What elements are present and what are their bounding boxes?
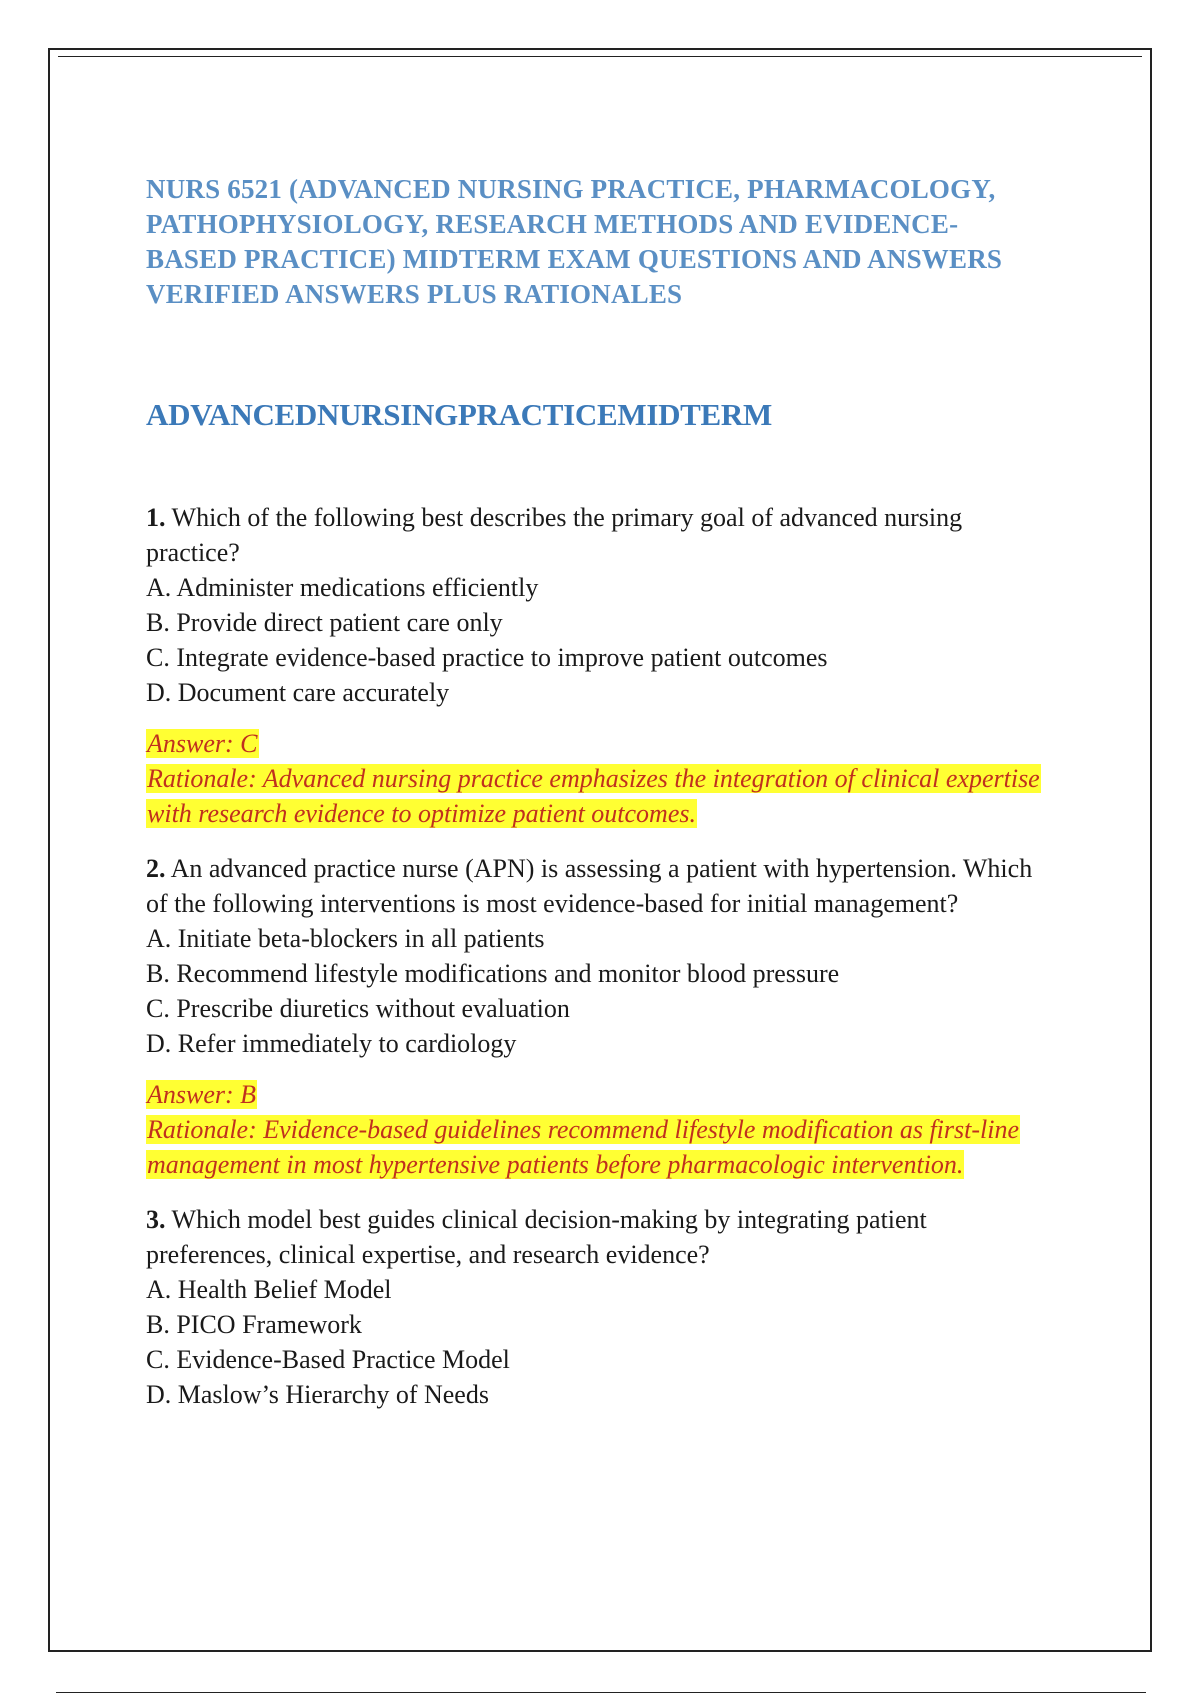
footer-rule: [56, 1692, 1146, 1693]
question-list: [146, 500, 1046, 1412]
answer-label: Answer: B: [147, 1080, 257, 1109]
option-b: B. Provide direct patient care only: [146, 608, 503, 637]
option-b: B. Recommend lifestyle modifications and monitor blood pressure: [146, 959, 840, 988]
option-list: [146, 921, 1046, 1061]
option-c: C. Integrate evidence-based practice to improve patient outcomes: [146, 643, 828, 672]
header-rule: [58, 56, 1142, 57]
question-1: [146, 500, 1046, 831]
option-c: C. Prescribe diuretics without evaluation: [146, 994, 570, 1023]
option-b: B. PICO Framework: [146, 1310, 362, 1339]
option-d: D. Refer immediately to cardiology: [146, 1029, 517, 1058]
question-text: Which model best guides clinical decision-making by integrating patient preferences, clinical expertise, and research evidence?: [146, 1205, 927, 1269]
document-title: NURS 6521 (ADVANCED NURSING PRACTICE, PHARMACOLOGY, PATHOPHYSIOLOGY, RESEARCH METHODS AND EVIDENCE-BASED PRACTICE) MIDTERM EXAM QUESTIONS AND ANSWERS VERIFIED ANSWERS PLUS RATIONALES: [146, 174, 1003, 309]
question-stem: [146, 1202, 1046, 1272]
question-3: [146, 1202, 1046, 1412]
rationale-text: Rationale: Evidence-based guidelines recommend lifestyle modification as first-line management in most hypertensive patients before pharmacologic intervention.: [147, 1115, 1019, 1179]
question-stem: [146, 500, 1046, 570]
option-a: A. Initiate beta-blockers in all patients: [146, 924, 545, 953]
section-heading: ADVANCEDNURSINGPRACTICEMIDTERM: [146, 397, 772, 432]
answer-label: Answer: C: [147, 729, 258, 758]
option-a: A. Health Belief Model: [146, 1275, 392, 1304]
question-number: 3.: [146, 1205, 166, 1234]
question-stem: [146, 851, 1046, 921]
question-number: 2.: [146, 854, 166, 883]
option-d: D. Maslow’s Hierarchy of Needs: [146, 1380, 489, 1409]
question-number: 1.: [146, 503, 166, 532]
question-text: An advanced practice nurse (APN) is assessing a patient with hypertension. Which of the following interventions is most evidence-based for initial management?: [146, 854, 1033, 918]
option-list: [146, 1272, 1046, 1412]
answer-block: [146, 1077, 1046, 1182]
option-list: [146, 570, 1046, 710]
option-a: A. Administer medications efficiently: [146, 573, 539, 602]
question-text: Which of the following best describes the primary goal of advanced nursing practice?: [146, 503, 963, 567]
question-2: [146, 851, 1046, 1182]
rationale-text: Rationale: Advanced nursing practice emphasizes the integration of clinical expertise with research evidence to optimize patient outcomes.: [147, 764, 1040, 828]
option-d: D. Document care accurately: [146, 678, 450, 707]
option-c: C. Evidence-Based Practice Model: [146, 1345, 510, 1374]
answer-block: [146, 726, 1046, 831]
page-content: [146, 172, 1046, 1412]
